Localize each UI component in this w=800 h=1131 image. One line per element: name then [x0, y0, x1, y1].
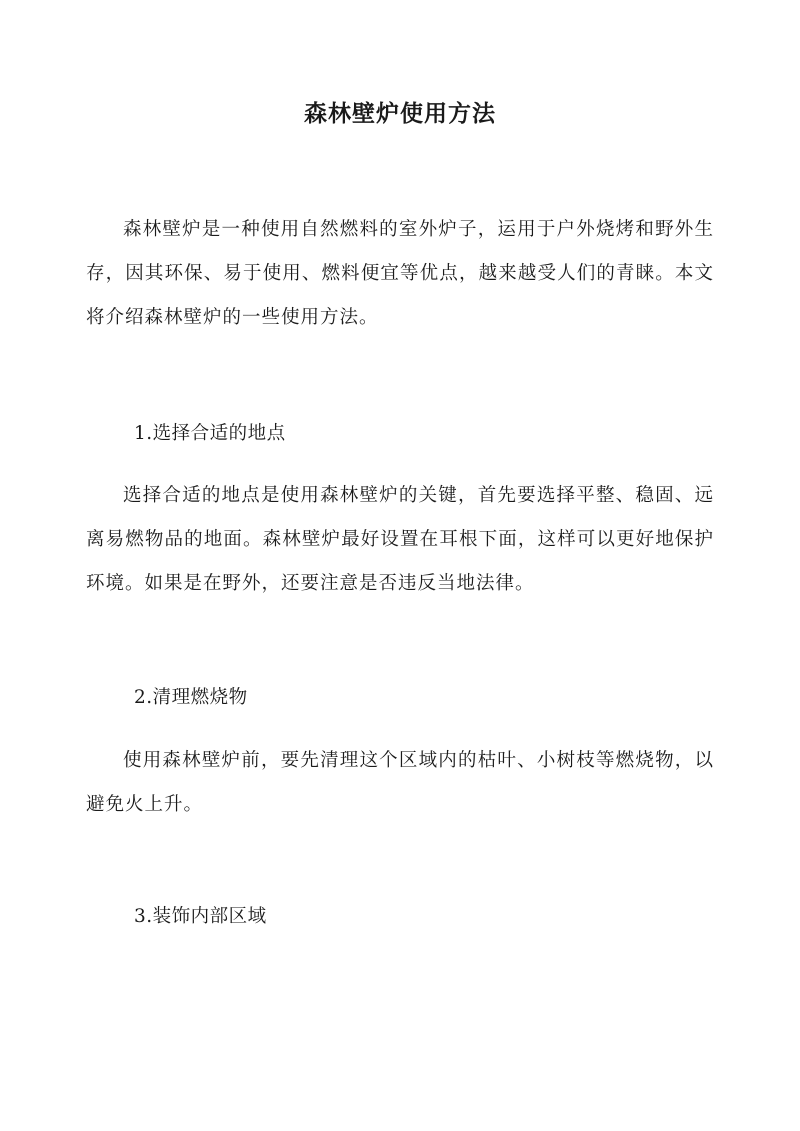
section-body-1: 选择合适的地点是使用森林壁炉的关键，首先要选择平整、稳固、远离易燃物品的地面。森林壁炉最好设置在耳根下面，这样可以更好地保护环境。如果是在野外，还要注意是否违反当地法律。	[86, 485, 714, 594]
document-title: 森林壁炉使用方法	[304, 100, 496, 127]
section-heading-1: 1.选择合适的地点	[134, 423, 286, 444]
section-heading-3: 3.装饰内部区域	[134, 906, 267, 927]
intro-paragraph: 森林壁炉是一种使用自然燃料的室外炉子，运用于户外烧烤和野外生存，因其环保、易于使用、燃料便宜等优点，越来越受人们的青睐。本文将介绍森林壁炉的一些使用方法。	[86, 219, 714, 328]
section-heading-2: 2.清理燃烧物	[134, 687, 248, 708]
section-body-2: 使用森林壁炉前，要先清理这个区域内的枯叶、小树枝等燃烧物，以避免火上升。	[86, 750, 714, 815]
